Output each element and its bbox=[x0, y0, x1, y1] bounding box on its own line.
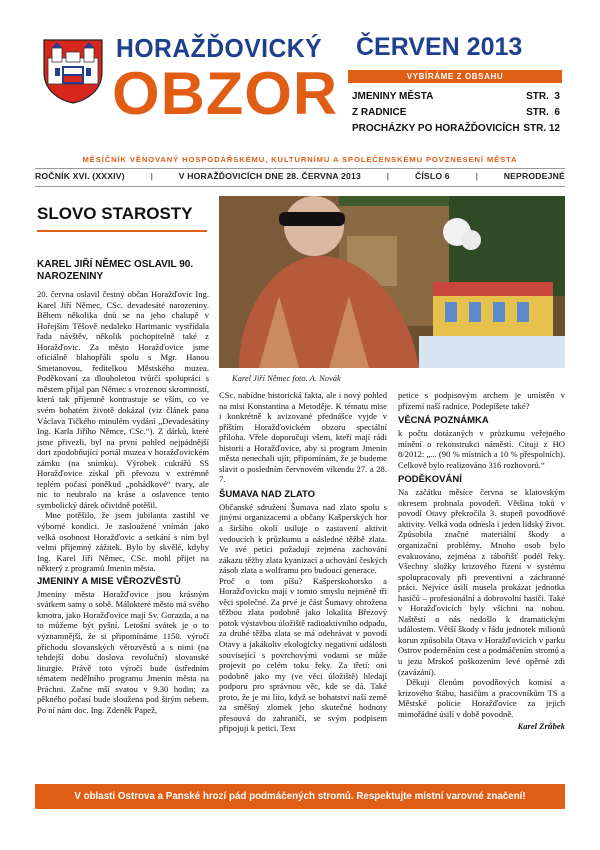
tagline: MĚSÍČNÍK VĚNOVANÝ HOSPODÁŘSKÉMU, KULTURNÍMU A SPOLEČENSKÉMU POVZNESENÍ MĚSTA bbox=[82, 155, 518, 164]
paragraph: petice s podpisovým archem je umístěn v přízemí naší radnice. Podepíšete také? bbox=[398, 390, 565, 411]
paragraph: Proč o tom píšu? Kašperskohorsko a Horažďovicko mají v tomto smyslu nejméně tři věci společné. Za prvé je část Šumavy ohrožena těžbou zlata podobně jako lokalita Březový potok výstavbou úložiště radioaktivního odpadu, za druhé těžba zlata se má odehrávat v povodí Otavy a jakákoliv ekologicky negativní události související s povrchovými vodami se může projevit po celém toku řeky. Za třetí: oni podobně jako my (ve věci úložiště) hledají podporu pro správnou věc, kde se dá. Také proto, že je mi líto, když se bohatství naší země za směšný zlomek jeho skutečné hodnoty přesouvá do zahraničí, se svým podpisem připojuji k petici. Text bbox=[219, 575, 387, 734]
info-bar-top-rule bbox=[35, 168, 565, 169]
article-column-1 bbox=[37, 259, 209, 715]
paragraph: 20. června oslavil čestný občan Horažďovic Ing. Karel Jiří Němec, CSc. devadesáté narozeniny. Během několika dnů se na jeho chalupě v Hořejším Těšově nedaleko Hartmanic vystřídala řada návštěv, několik pochopitelně také z Horažďovic. Za město Horažďovice jsme oficiálně blahopřáli spolu s Mgr. Hanou Smetanovou, ředitelkou Městského muzea. Poděkovaní za dlouholetou tvůrčí spolupráci s městem přijal pan Němec s vrozenou skromností, která tak příjemně kontrastuje se vším, co ve svém bohatém životě dokázal (viz článek pana Václava Tičkého minulém vydání „Devadesátiny Ing. Karla Jiřího Němce, CSc.“). Z dárků, které jsme přivezli, byl na první pohled nejpádnější dort zpodobňující portál muzea v horažďovickém zámku (na snímku). Výrobek cukrářů SS Horažďovice získal při převozu v extrémně teplém počasí poněkud „pohádkové“ tvary, ale nic to neubralo na kráse a oslavence tento symbolický dárek očividně potěšil. bbox=[37, 289, 209, 510]
issue-date: ČERVEN 2013 bbox=[356, 33, 523, 61]
signature: Karel Zrůbek bbox=[517, 721, 565, 732]
section-title-rule bbox=[37, 230, 207, 232]
article-heading: KAREL JIŘÍ NĚMEC OSLAVIL 90. NAROZENINY bbox=[37, 259, 194, 282]
issue-number: ČÍSLO 6 bbox=[414, 171, 450, 181]
contents-item[interactable]: JMENINY MĚSTA STR. 3 bbox=[352, 91, 560, 102]
article-heading: PODĚKOVÁNÍ bbox=[398, 474, 462, 486]
photo-caption: Karel Jiří Němec foto. A. Novák bbox=[232, 373, 341, 383]
contents-header: VYBÍRÁME Z OBSAHU bbox=[348, 70, 562, 83]
info-bar-bottom-rule bbox=[35, 186, 565, 187]
warning-banner-text: V oblasti Ostrova a Panské hrozí pád podmáčených stromů. Respektujte místní varovné značení! bbox=[74, 791, 526, 802]
section-title: SLOVO STAROSTY bbox=[37, 204, 193, 223]
contents-list bbox=[352, 91, 560, 139]
article-column-2 bbox=[219, 390, 387, 734]
article-heading: VĚCNÁ POZNÁMKA bbox=[398, 415, 489, 427]
article-heading: JMENINY A MISE VĚROZVĚSTŮ bbox=[37, 575, 181, 587]
masthead-title-top: HORAŽĎOVICKÝ bbox=[116, 33, 323, 63]
publication-date: V HORAŽĎOVICÍCH DNE 28. ČERVNA 2013 bbox=[178, 171, 361, 181]
warning-banner bbox=[35, 784, 565, 809]
paragraph: CSc. nabídne historická fakta, ale i nový pohled na misi Konstantina a Metoděje. K tématu mise i konkrétně k avizované přednášce vyjde v příštím Horažďovickém obzoru speciální příloha. Vřele doporučuji všem, kteří mají rádi historii a Horažďovice, aby si program Jmenin města nenechali ujít; připomínám, že je budeme slavit o posledním červnovém víkendu 27. a 28. 7. bbox=[219, 390, 387, 485]
contents-item[interactable]: Z RADNICE STR. 6 bbox=[352, 107, 560, 118]
article-column-3 bbox=[398, 390, 565, 731]
masthead-title-main: OBZOR bbox=[112, 60, 339, 127]
paragraph: Občanské sdružení Šumava nad zlato spolu s jinými organizacemi a občany Kašperských hor a širšího okolí usiluje o zastavení aktivit vedoucích k průzkumu a následné těžbě zlata. Ve své petici požadují zejména zachování zákazu těžby zlata kyanizací a uchování českých zásob zlata a wolframu pro budoucí generace. bbox=[219, 501, 387, 576]
article-heading: ŠUMAVA NAD ZLATO bbox=[219, 488, 316, 500]
paragraph: Na začátku měsíce června se klatovským okresem prohnala povodeň. Většina toků v povodí Otavy překročila 3. stupeň povodňové aktivity. Velká voda odnesla i jeden lidský život. Způsobila značné materiální škody a organizační problémy. Mnoho osob bylo evakuováno, zejména z tábořišť podél řeky. Všechny složky krizového řízení v systému spolupracovaly při preventivní a záchranné práci. Nejvíce úsilí musela prokázat jednotka hasičů – profesionální a dobrovolní hasiči. Také v Horažďovicích byly všichni na nohou. Naštěstí u nás nedošlo k dramatickým událostem. Větší škody v řádu jednotek milionů korun způsobila Otava v Horažďovicích v parku Ostrov poderněním cest a podmáčením stromů a u jezu Mrskoš poškozením levé opěrné zdi (zavázání). bbox=[398, 487, 565, 677]
paragraph: Děkuji členům povodňových komisí a krizového štábu, hasičům a pracovníkům TS a Městské policie Horažďovice za jejich mimořádné úsilí v době povodně. bbox=[398, 677, 565, 719]
info-bar: ROČNÍK XVI. (XXXIV) | V HORAŽĎOVICÍCH DNE 28. ČERVNA 2013 | ČÍSLO 6 | NEPRODEJNÉ bbox=[35, 171, 565, 181]
volume: ROČNÍK XVI. (XXXIV) bbox=[35, 171, 125, 181]
paragraph: Jmeniny města Horažďovice jsou krásným svátkem samy o sobě. Málokteré město má svého kmotra, jako Horažďovice mají Sv. Gorazda, a na to můžeme být pyšní. Letošní svátek je o to významnější, že si připomínáme 1150. výročí příchodu slovanských věrozvěstů a s nimi (na tehdejší dobu doslova revoluční) slovanské liturgie. Právě toto výročí bude ústředním tématem nedělního programu Jmenin města na Práchni. Začne mší svatou v 9.30 hodin; za pěkného počasí bude sloužena pod širým nebem. Po ní nám doc. Ing. Zdeněk Papež, bbox=[37, 588, 209, 715]
coat-of-arms-logo bbox=[42, 38, 104, 104]
price-note: NEPRODEJNÉ bbox=[503, 171, 565, 181]
contents-item[interactable]: PROCHÁZKY PO HORAŽĎOVICÍCH STR. 12 bbox=[352, 123, 560, 134]
article-photo bbox=[219, 196, 565, 368]
paragraph: Mne potěšilo, že jsem jubilanta zastihl ve výborné kondici. Je zasloužené vnímán jako velká osobnost Horažďovic a setkání s ním byl velmi příjemný zážitek. Bylo by skvělé, kdyby Ing. Karel Jiří Němec, CSc. mohl přijet na některý z programů Jmenin města. bbox=[37, 510, 209, 574]
paragraph: k počtu dotázaných v průzkumu veřejného mínění o rekonstrukci náměstí. Cituji z HO 8/2012: „... (90 % místních a 10 % přespolních). Celkově bylo realizováno 316 rozhovorů.“ bbox=[398, 428, 565, 470]
